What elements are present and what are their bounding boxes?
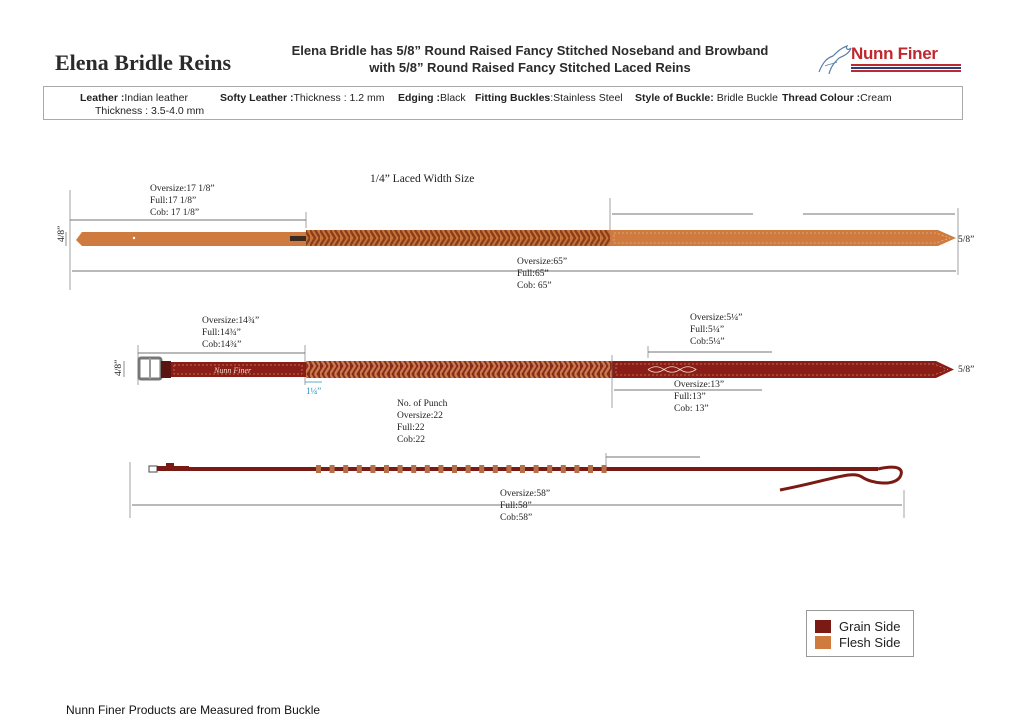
rein2-end-oversize: Oversize:13” (674, 380, 725, 390)
spec-thickness: Thickness : 3.5-4.0 mm (95, 105, 205, 117)
grain-side-label: Grain Side (839, 619, 901, 634)
punch-full: Full:22 (397, 423, 425, 433)
reins-diagram (0, 150, 1024, 530)
spec-style-of-buckle: Style of Buckle: Bridle Buckle (635, 92, 778, 104)
rein2-right-cob: Cob:5¼” (690, 337, 725, 347)
rein3-lace-knot (479, 465, 484, 473)
color-legend (806, 610, 914, 657)
product-subtitle (270, 42, 790, 76)
rein3-lace-knot (425, 465, 430, 473)
subtitle-line-2: with 5/8” Round Raised Fancy Stitched Laced Reins (369, 60, 691, 75)
rein3-lace-knot (316, 465, 321, 473)
logo-stripes (851, 64, 961, 73)
rein2-left-cob: Cob:14¾” (202, 340, 242, 350)
rein2-height-label: 4/8” (114, 359, 124, 376)
rein2-end-cob: Cob: 13” (674, 404, 709, 414)
spec-softy-leather: Softy Leather :Thickness : 1.2 mm (220, 92, 385, 104)
grain-swatch (815, 620, 831, 633)
rein-2-group (114, 313, 974, 445)
rein3-lace-knot (534, 465, 539, 473)
flesh-swatch (815, 636, 831, 649)
logo-text: Nunn Finer (851, 44, 938, 63)
buckle-icon (139, 358, 161, 379)
rein1-total-full: Full:65” (517, 269, 549, 279)
rein2-gap-label: 1¼” (306, 386, 322, 396)
legend-flesh-side (815, 635, 900, 650)
spec-thread-colour: Thread Colour :Cream (782, 92, 892, 104)
rein2-end-width: 5/8” (958, 365, 975, 375)
rein3-lace-knot (452, 465, 457, 473)
rein1-total-cob: Cob: 65” (517, 281, 552, 291)
rein3-buckle-end-icon (149, 463, 189, 472)
rein2-buckle-keeper (161, 361, 171, 378)
page-title: Elena Bridle Reins (55, 50, 232, 75)
spec-edging: Edging :Black (398, 92, 466, 104)
rein3-lace-knot (370, 465, 375, 473)
rein2-right-oversize: Oversize:5¼” (690, 313, 743, 323)
rein3-lace-knot (561, 465, 566, 473)
rein1-height-label: 4/8” (57, 225, 67, 242)
rein2-end-full: Full:13” (674, 392, 706, 402)
punch-title: No. of Punch (397, 399, 448, 409)
rein1-total-oversize: Oversize:65” (517, 257, 568, 267)
spec-fitting-buckles: Fitting Buckles:Stainless Steel (475, 92, 623, 104)
specifications-bar (43, 86, 963, 120)
rein1-laced-section (306, 230, 610, 246)
rein1-stitch-dot (133, 237, 135, 239)
rein2-brand-text: Nunn Finer (214, 366, 252, 375)
rein3-lace-knot (520, 465, 525, 473)
rein3-lace-knot (602, 465, 607, 473)
rein3-lace-knot (357, 465, 362, 473)
rein3-lace-knot (384, 465, 389, 473)
rein1-flesh-end-right (610, 230, 956, 246)
rein3-lace-knot (398, 465, 403, 473)
rein1-left-cob: Cob: 17 1/8” (150, 208, 200, 218)
rein3-lace-knot (574, 465, 579, 473)
rein-1-group (57, 173, 974, 291)
legend-grain-side (815, 619, 900, 634)
rein3-lace-knot (343, 465, 348, 473)
rein2-right-full: Full:5¼” (690, 325, 725, 335)
rein3-lace-knot (493, 465, 498, 473)
rein2-left-oversize: Oversize:14¾” (202, 316, 260, 326)
horse-logo-icon (815, 42, 853, 76)
rein1-left-oversize: Oversize:17 1/8” (150, 184, 215, 194)
rein3-lace-knot (438, 465, 443, 473)
rein3-lace-knot (466, 465, 471, 473)
punch-oversize: Oversize:22 (397, 411, 443, 421)
punch-cob: Cob:22 (397, 435, 425, 445)
rein2-left-full: Full:14¾” (202, 328, 241, 338)
subtitle-line-1: Elena Bridle has 5/8” Round Raised Fancy Stitched Noseband and Browband (291, 43, 769, 58)
rein3-lace-knot (588, 465, 593, 473)
rein3-lace-knot (506, 465, 511, 473)
flesh-side-label: Flesh Side (839, 635, 901, 650)
rein1-end-width: 5/8” (958, 235, 975, 245)
rein3-lace-knot (411, 465, 416, 473)
brand-logo (815, 42, 963, 76)
rein3-lace-knot (330, 465, 335, 473)
rein3-total-oversize: Oversize:58” (500, 489, 551, 499)
rein3-total-cob: Cob:58” (500, 513, 533, 523)
spec-leather: Leather :Indian leather (80, 92, 188, 104)
footer-note: Nunn Finer Products are Measured from Buckle (66, 703, 321, 717)
rein3-lace-knot (547, 465, 552, 473)
rein1-left-full: Full:17 1/8” (150, 196, 197, 206)
rein3-total-full: Full:58” (500, 501, 532, 511)
rein1-flesh-end-left (76, 232, 306, 246)
rein2-laced-section (306, 361, 612, 378)
rein-3-group (130, 453, 904, 523)
laced-width-title: 1/4” Laced Width Size (370, 173, 475, 185)
rein1-keeper (290, 236, 308, 241)
